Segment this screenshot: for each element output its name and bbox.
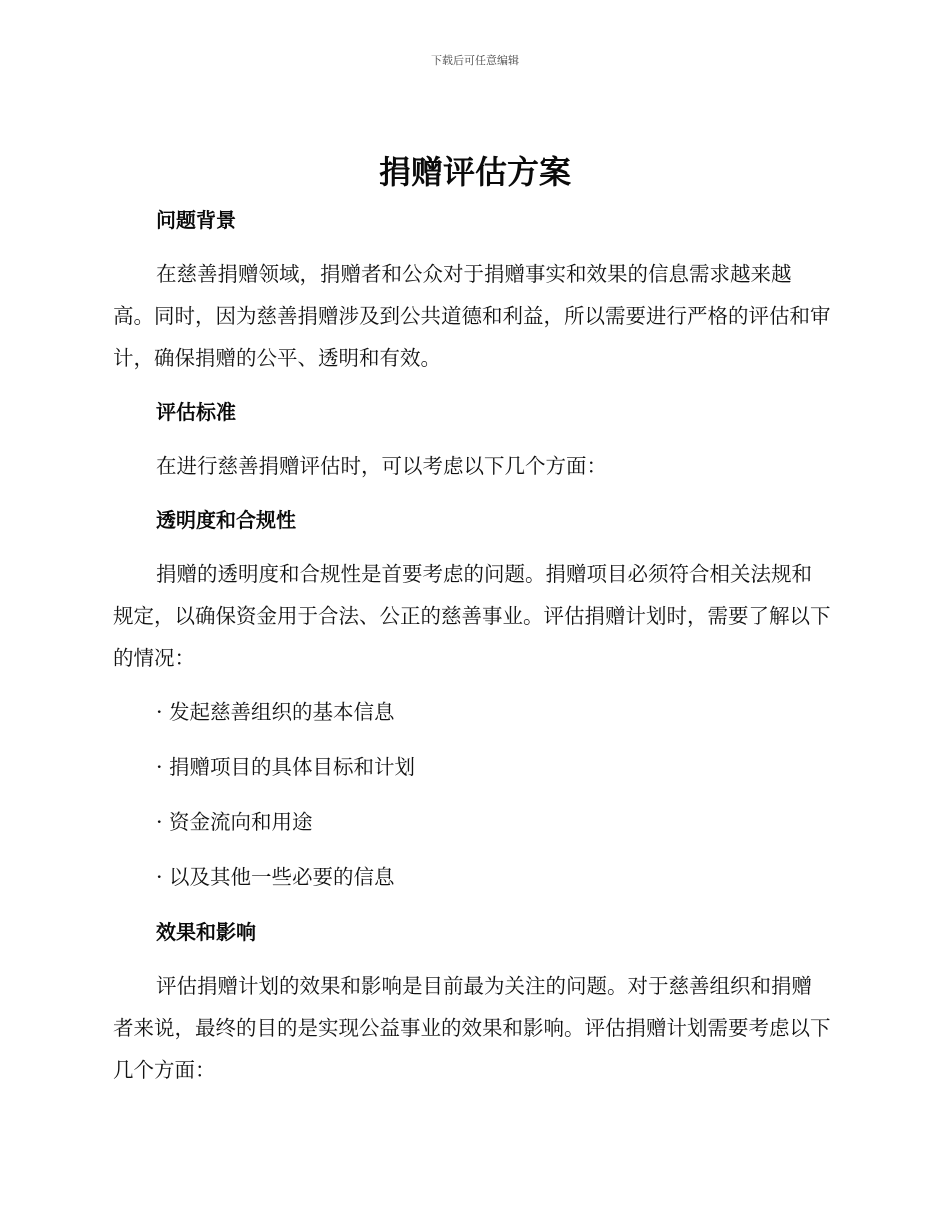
page-header: 下载后可任意编辑	[431, 54, 519, 67]
section-paragraph-transparency: 捐赠的透明度和合规性是首要考虑的问题。捐赠项目必须符合相关法规和规定，以确保资金用于合法、公正的慈善事业。评估捐赠计划时，需要了解以下的情况：	[113, 562, 831, 670]
list-item: · 以及其他一些必要的信息	[156, 865, 395, 889]
section-heading-transparency: 透明度和合规性	[156, 508, 296, 532]
section-heading-background: 问题背景	[156, 208, 236, 232]
section-paragraph-criteria: 在进行慈善捐赠评估时，可以考虑以下几个方面：	[156, 454, 607, 478]
section-heading-impact: 效果和影响	[156, 920, 256, 944]
section-paragraph-background: 在慈善捐赠领域，捐赠者和公众对于捐赠事实和效果的信息需求越来越高。同时，因为慈善捐赠涉及到公共道德和利益，所以需要进行严格的评估和审计，确保捐赠的公平、透明和有效。	[113, 262, 831, 370]
document-title: 捐赠评估方案	[378, 153, 571, 191]
section-heading-criteria: 评估标准	[156, 400, 236, 424]
section-paragraph-impact: 评估捐赠计划的效果和影响是目前最为关注的问题。对于慈善组织和捐赠者来说，最终的目的是实现公益事业的效果和影响。评估捐赠计划需要考虑以下几个方面：	[113, 974, 831, 1082]
list-item: · 发起慈善组织的基本信息	[156, 700, 395, 724]
list-item: · 捐赠项目的具体目标和计划	[156, 755, 416, 779]
list-item: · 资金流向和用途	[156, 810, 313, 834]
document-body	[113, 198, 831, 1102]
